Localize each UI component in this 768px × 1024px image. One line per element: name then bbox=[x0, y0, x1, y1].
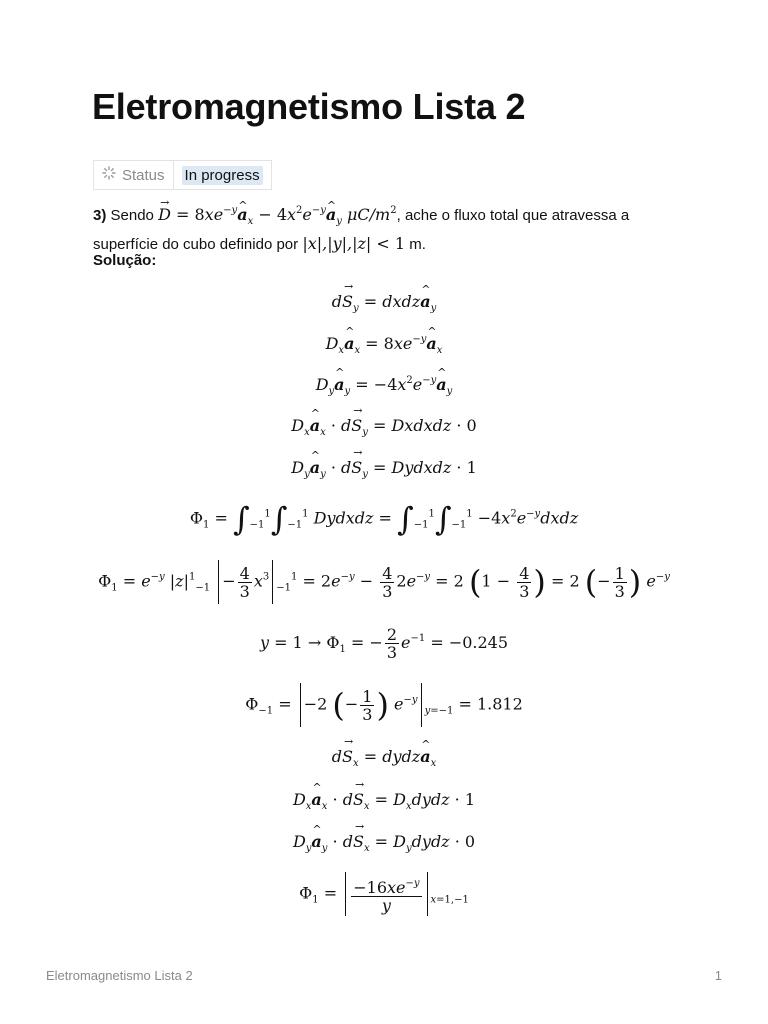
solution-label: Solução: bbox=[93, 252, 157, 269]
phi-minus1-result: 1.812 bbox=[476, 694, 523, 714]
field-expression: → $D = 8xe^{-y}\^{}$ $a_x$ − $4x^2e^{-y}\^{}$ $a_y$ $\mu C/m^2$ bbox=[158, 205, 397, 224]
equation-6: $\Phi_1 = \int_{-1}^1\int_{-1}^1$ Dydxdz = $\int_{-1}^1\int_{-1}^1$ $-4x^2e^{-y}dxdz$ bbox=[189, 500, 579, 538]
status-value[interactable] bbox=[174, 161, 271, 189]
equation-10: $d\to S_x$ = dydz^ $a_x$ bbox=[0, 747, 768, 769]
equation-3: $D_y\^{}$ $a_y$ = $-4x^2e^{-y}\^{}$ $a_y$ bbox=[0, 375, 768, 397]
status-key bbox=[94, 161, 174, 189]
page-number: 1 bbox=[714, 968, 722, 983]
page-title: Eletromagnetismo Lista 2 bbox=[92, 86, 526, 127]
status-badge: In progress bbox=[182, 166, 263, 185]
phi1-result: −0.245 bbox=[448, 633, 509, 652]
problem-end: m. bbox=[409, 236, 426, 253]
equation-12: $D_y\^{}$ $a_y \cdot d\to S_x$ = $D_ydydz \cdot 0$ bbox=[0, 832, 768, 854]
equation-8: $y = 1 \to \Phi_1$ = − $\frac{2}{3}$ $e^{-1} = -0.245$ bbox=[259, 625, 509, 662]
equation-11: $D_x\^{}$ $a_x \cdot d\to S_x$ = $D_xdydz \cdot 1$ bbox=[0, 790, 768, 812]
equation-1: $d\to S_y$ = dxdz^ $a_y$ bbox=[0, 292, 768, 314]
equation-4: $D_x\^{}$ $a_x \cdot d\to S_y$ = Dxdxdz · 0 bbox=[0, 416, 768, 438]
problem-number: 3) bbox=[93, 207, 107, 224]
equation-9: $\Phi_{-1} = -2$ (− $\frac{1}{3}$ ) $e^{-y}_{y=-1} = 1.812$ bbox=[0, 683, 768, 727]
status-label: Status bbox=[122, 166, 165, 184]
problem-intro: Sendo bbox=[110, 207, 154, 224]
equation-7: $\Phi_1 = e^{-y}$ $|z|^1_{-1}$ − $\frac{4}{3}$ $x^3_{-1}^1 = 2e^{-y}$ − $\frac{4}{3}$ $2e^{-y} = 2$ (1 − $\frac{4}{3}$ ) = 2 (− $\frac{1}{3}$ ) $e^{-y}$ bbox=[0, 560, 768, 604]
problem-mid: , ache o fluxo total que atravessa a superfície do cubo definido por bbox=[93, 207, 630, 253]
equation-2: $D_x\^{}$ $a_x$ = $8xe^{-y}\^{}$ $a_x$ bbox=[0, 334, 768, 356]
equation-5: $D_y\^{}$ $a_y \cdot d\to S_y$ = Dydxdz · 1 bbox=[0, 458, 768, 480]
cube-condition: |x|,|y|,|z| < 1 bbox=[302, 234, 406, 253]
loader-icon bbox=[102, 166, 116, 184]
problem-statement bbox=[93, 200, 683, 256]
footer-title: Eletromagnetismo Lista 2 bbox=[46, 968, 193, 983]
status-property[interactable] bbox=[93, 160, 272, 190]
equation-13: $\Phi_1$ = $\frac{-16xe^{-y}}{y}$ $_{x=1,-1}$ bbox=[0, 872, 768, 916]
